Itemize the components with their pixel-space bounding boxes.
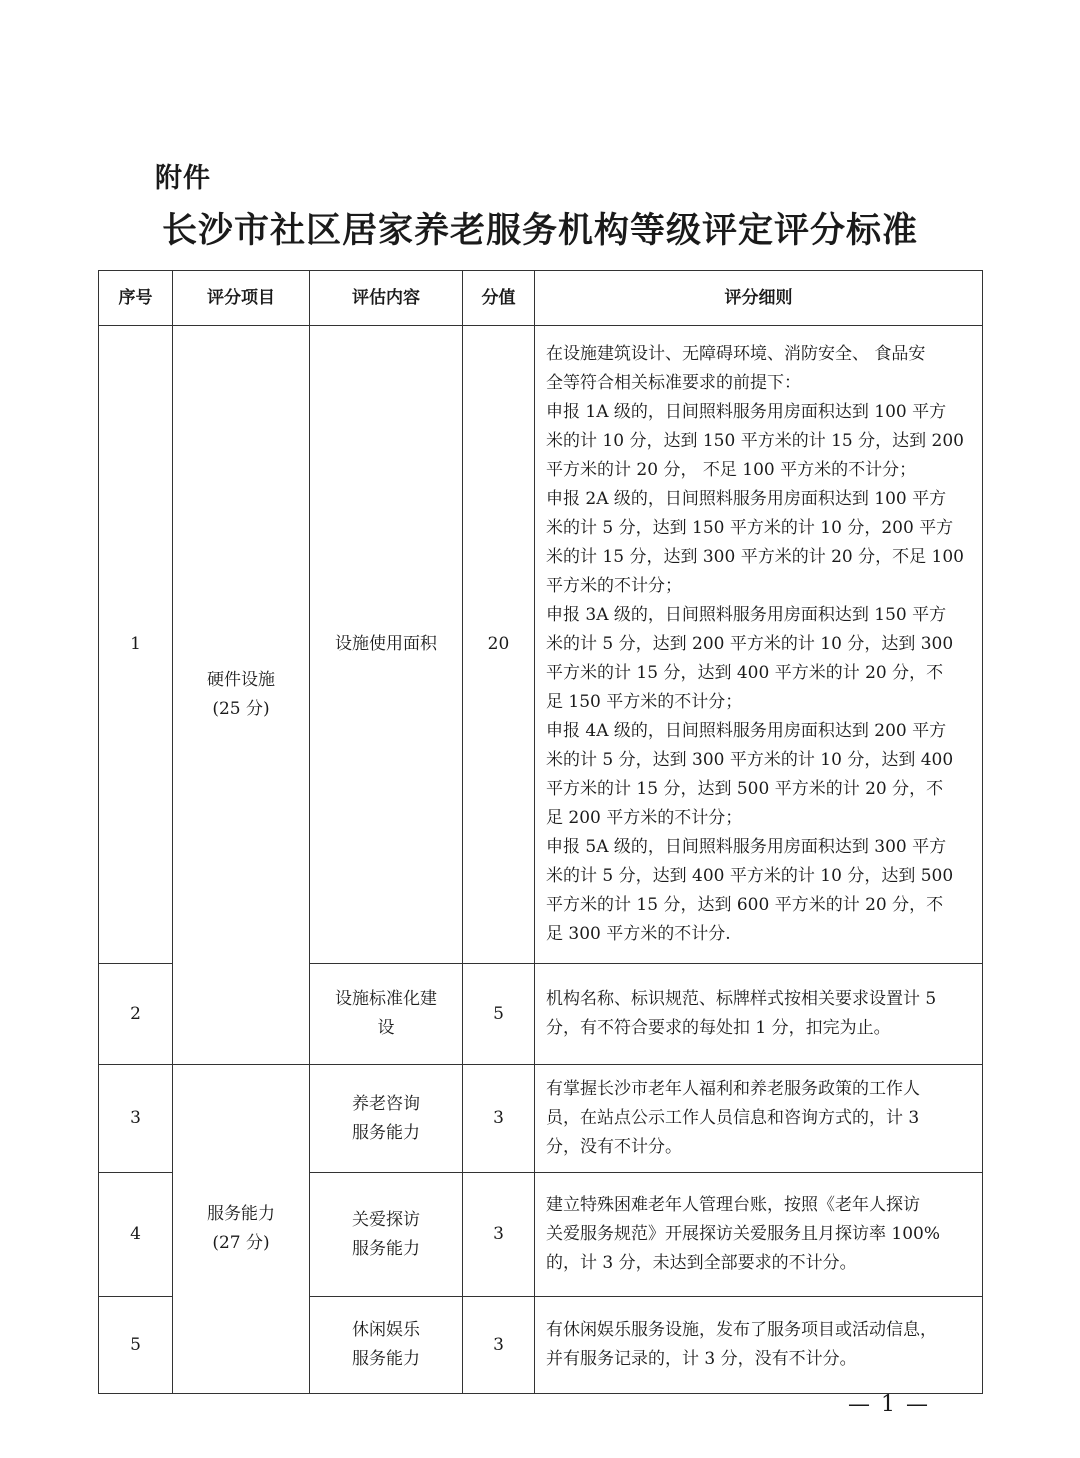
table-row bbox=[99, 326, 983, 964]
category-points: (27 分) bbox=[212, 1233, 270, 1253]
category-name: 硬件设施 bbox=[207, 670, 275, 690]
serial-number-cell: 5 bbox=[99, 1297, 173, 1394]
detail-line: 有休闲娱乐服务设施，发布了服务项目或活动信息， bbox=[546, 1320, 937, 1340]
detail-cell bbox=[535, 1297, 983, 1394]
detail-line: 申报 1A 级的，日间照料服务用房面积达到 100 平方 bbox=[546, 402, 947, 422]
content-line: 养老咨询 bbox=[352, 1093, 420, 1114]
score-cell: 3 bbox=[463, 1173, 535, 1297]
content-line: 服务能力 bbox=[352, 1349, 420, 1369]
detail-line: 全等符合相关标准要求的前提下： bbox=[546, 373, 801, 393]
table-header-row bbox=[99, 271, 983, 326]
detail-line: 米的计 10 分，达到 150 平方米的计 15 分，达到 200 bbox=[546, 431, 964, 451]
content-line: 关爱探访 bbox=[352, 1209, 420, 1230]
serial-number-cell: 3 bbox=[99, 1065, 173, 1173]
header-assessment-content: 评估内容 bbox=[310, 271, 463, 326]
detail-line: 在设施建筑设计、无障碍环境、消防安全、 食品安 bbox=[546, 344, 926, 364]
detail-line: 申报 4A 级的，日间照料服务用房面积达到 200 平方 bbox=[546, 721, 947, 741]
detail-line: 平方米的计 20 分， 不足 100 平方米的不计分； bbox=[546, 460, 917, 480]
detail-line: 分，有不符合要求的每处扣 1 分，扣完为止。 bbox=[546, 1018, 891, 1038]
attachment-label: 附件 bbox=[155, 163, 211, 194]
detail-line: 足 300 平方米的不计分. bbox=[546, 924, 731, 944]
score-cell: 5 bbox=[463, 964, 535, 1065]
detail-cell bbox=[535, 326, 983, 964]
category-service-cell bbox=[173, 1065, 310, 1394]
score-cell: 3 bbox=[463, 1297, 535, 1394]
detail-line: 并有服务记录的，计 3 分，没有不计分。 bbox=[546, 1349, 857, 1369]
detail-line: 分，没有不计分。 bbox=[546, 1137, 682, 1157]
detail-cell bbox=[535, 1173, 983, 1297]
header-scoring-item: 评分项目 bbox=[173, 271, 310, 326]
header-serial-number: 序号 bbox=[99, 271, 173, 326]
score-cell: 3 bbox=[463, 1065, 535, 1173]
detail-line: 平方米的计 15 分，达到 400 平方米的计 20 分，不 bbox=[546, 663, 944, 683]
detail-line: 米的计 5 分，达到 300 平方米的计 10 分，达到 400 bbox=[546, 750, 954, 770]
detail-line: 的，计 3 分，未达到全部要求的不计分。 bbox=[546, 1253, 857, 1273]
detail-line: 申报 2A 级的，日间照料服务用房面积达到 100 平方 bbox=[546, 489, 947, 509]
detail-line: 足 200 平方米的不计分； bbox=[546, 808, 743, 828]
detail-line: 米的计 5 分，达到 200 平方米的计 10 分，达到 300 bbox=[546, 634, 954, 654]
detail-line: 平方米的计 15 分，达到 500 平方米的计 20 分，不 bbox=[546, 779, 944, 799]
detail-cell bbox=[535, 964, 983, 1065]
detail-line: 足 150 平方米的不计分； bbox=[546, 692, 743, 712]
detail-line: 机构名称、标识规范、标牌样式按相关要求设置计 5 bbox=[546, 989, 937, 1009]
detail-line: 米的计 5 分，达到 400 平方米的计 10 分，达到 500 bbox=[546, 866, 954, 886]
content-cell bbox=[310, 1173, 463, 1297]
detail-cell bbox=[535, 1065, 983, 1173]
scoring-standard-table bbox=[98, 270, 983, 1394]
category-hardware-cell bbox=[173, 326, 310, 1065]
content-line: 设施标准化建 bbox=[335, 989, 437, 1009]
document-title: 长沙市社区居家养老服务机构等级评定评分标准 bbox=[161, 211, 918, 251]
content-cell bbox=[310, 1297, 463, 1394]
detail-line: 平方米的不计分； bbox=[546, 576, 682, 596]
serial-number-cell: 1 bbox=[99, 326, 173, 964]
category-points: (25 分) bbox=[212, 699, 270, 719]
detail-line: 建立特殊困难老年人管理台账，按照《老年人探访 bbox=[546, 1195, 920, 1215]
content-cell bbox=[310, 964, 463, 1065]
category-name: 服务能力 bbox=[207, 1204, 275, 1224]
content-line: 服务能力 bbox=[352, 1238, 420, 1259]
score-cell: 20 bbox=[463, 326, 535, 964]
detail-line: 平方米的计 15 分，达到 600 平方米的计 20 分，不 bbox=[546, 895, 944, 915]
serial-number-cell: 4 bbox=[99, 1173, 173, 1297]
header-score-value: 分值 bbox=[463, 271, 535, 326]
content-line: 服务能力 bbox=[352, 1122, 420, 1143]
detail-line: 有掌握长沙市老年人福利和养老服务政策的工作人 bbox=[546, 1079, 920, 1099]
content-line: 休闲娱乐 bbox=[352, 1320, 420, 1340]
detail-line: 员，在站点公示工作人员信息和咨询方式的，计 3 bbox=[546, 1108, 920, 1128]
detail-line: 关爱服务规范》开展探访关爱服务且月探访率 100% bbox=[546, 1224, 941, 1244]
content-cell: 设施使用面积 bbox=[310, 326, 463, 964]
detail-line: 申报 3A 级的，日间照料服务用房面积达到 150 平方 bbox=[546, 605, 947, 625]
content-line: 设 bbox=[377, 1018, 395, 1038]
content-cell bbox=[310, 1065, 463, 1173]
table-row bbox=[99, 1065, 983, 1173]
serial-number-cell: 2 bbox=[99, 964, 173, 1065]
detail-line: 米的计 5 分，达到 150 平方米的计 10 分，200 平方 bbox=[546, 518, 954, 538]
header-scoring-rules: 评分细则 bbox=[535, 271, 983, 326]
page-number: — 1 — bbox=[848, 1392, 930, 1417]
detail-line: 米的计 15 分，达到 300 平方米的计 20 分，不足 100 bbox=[546, 547, 964, 567]
detail-line: 申报 5A 级的，日间照料服务用房面积达到 300 平方 bbox=[546, 837, 947, 857]
